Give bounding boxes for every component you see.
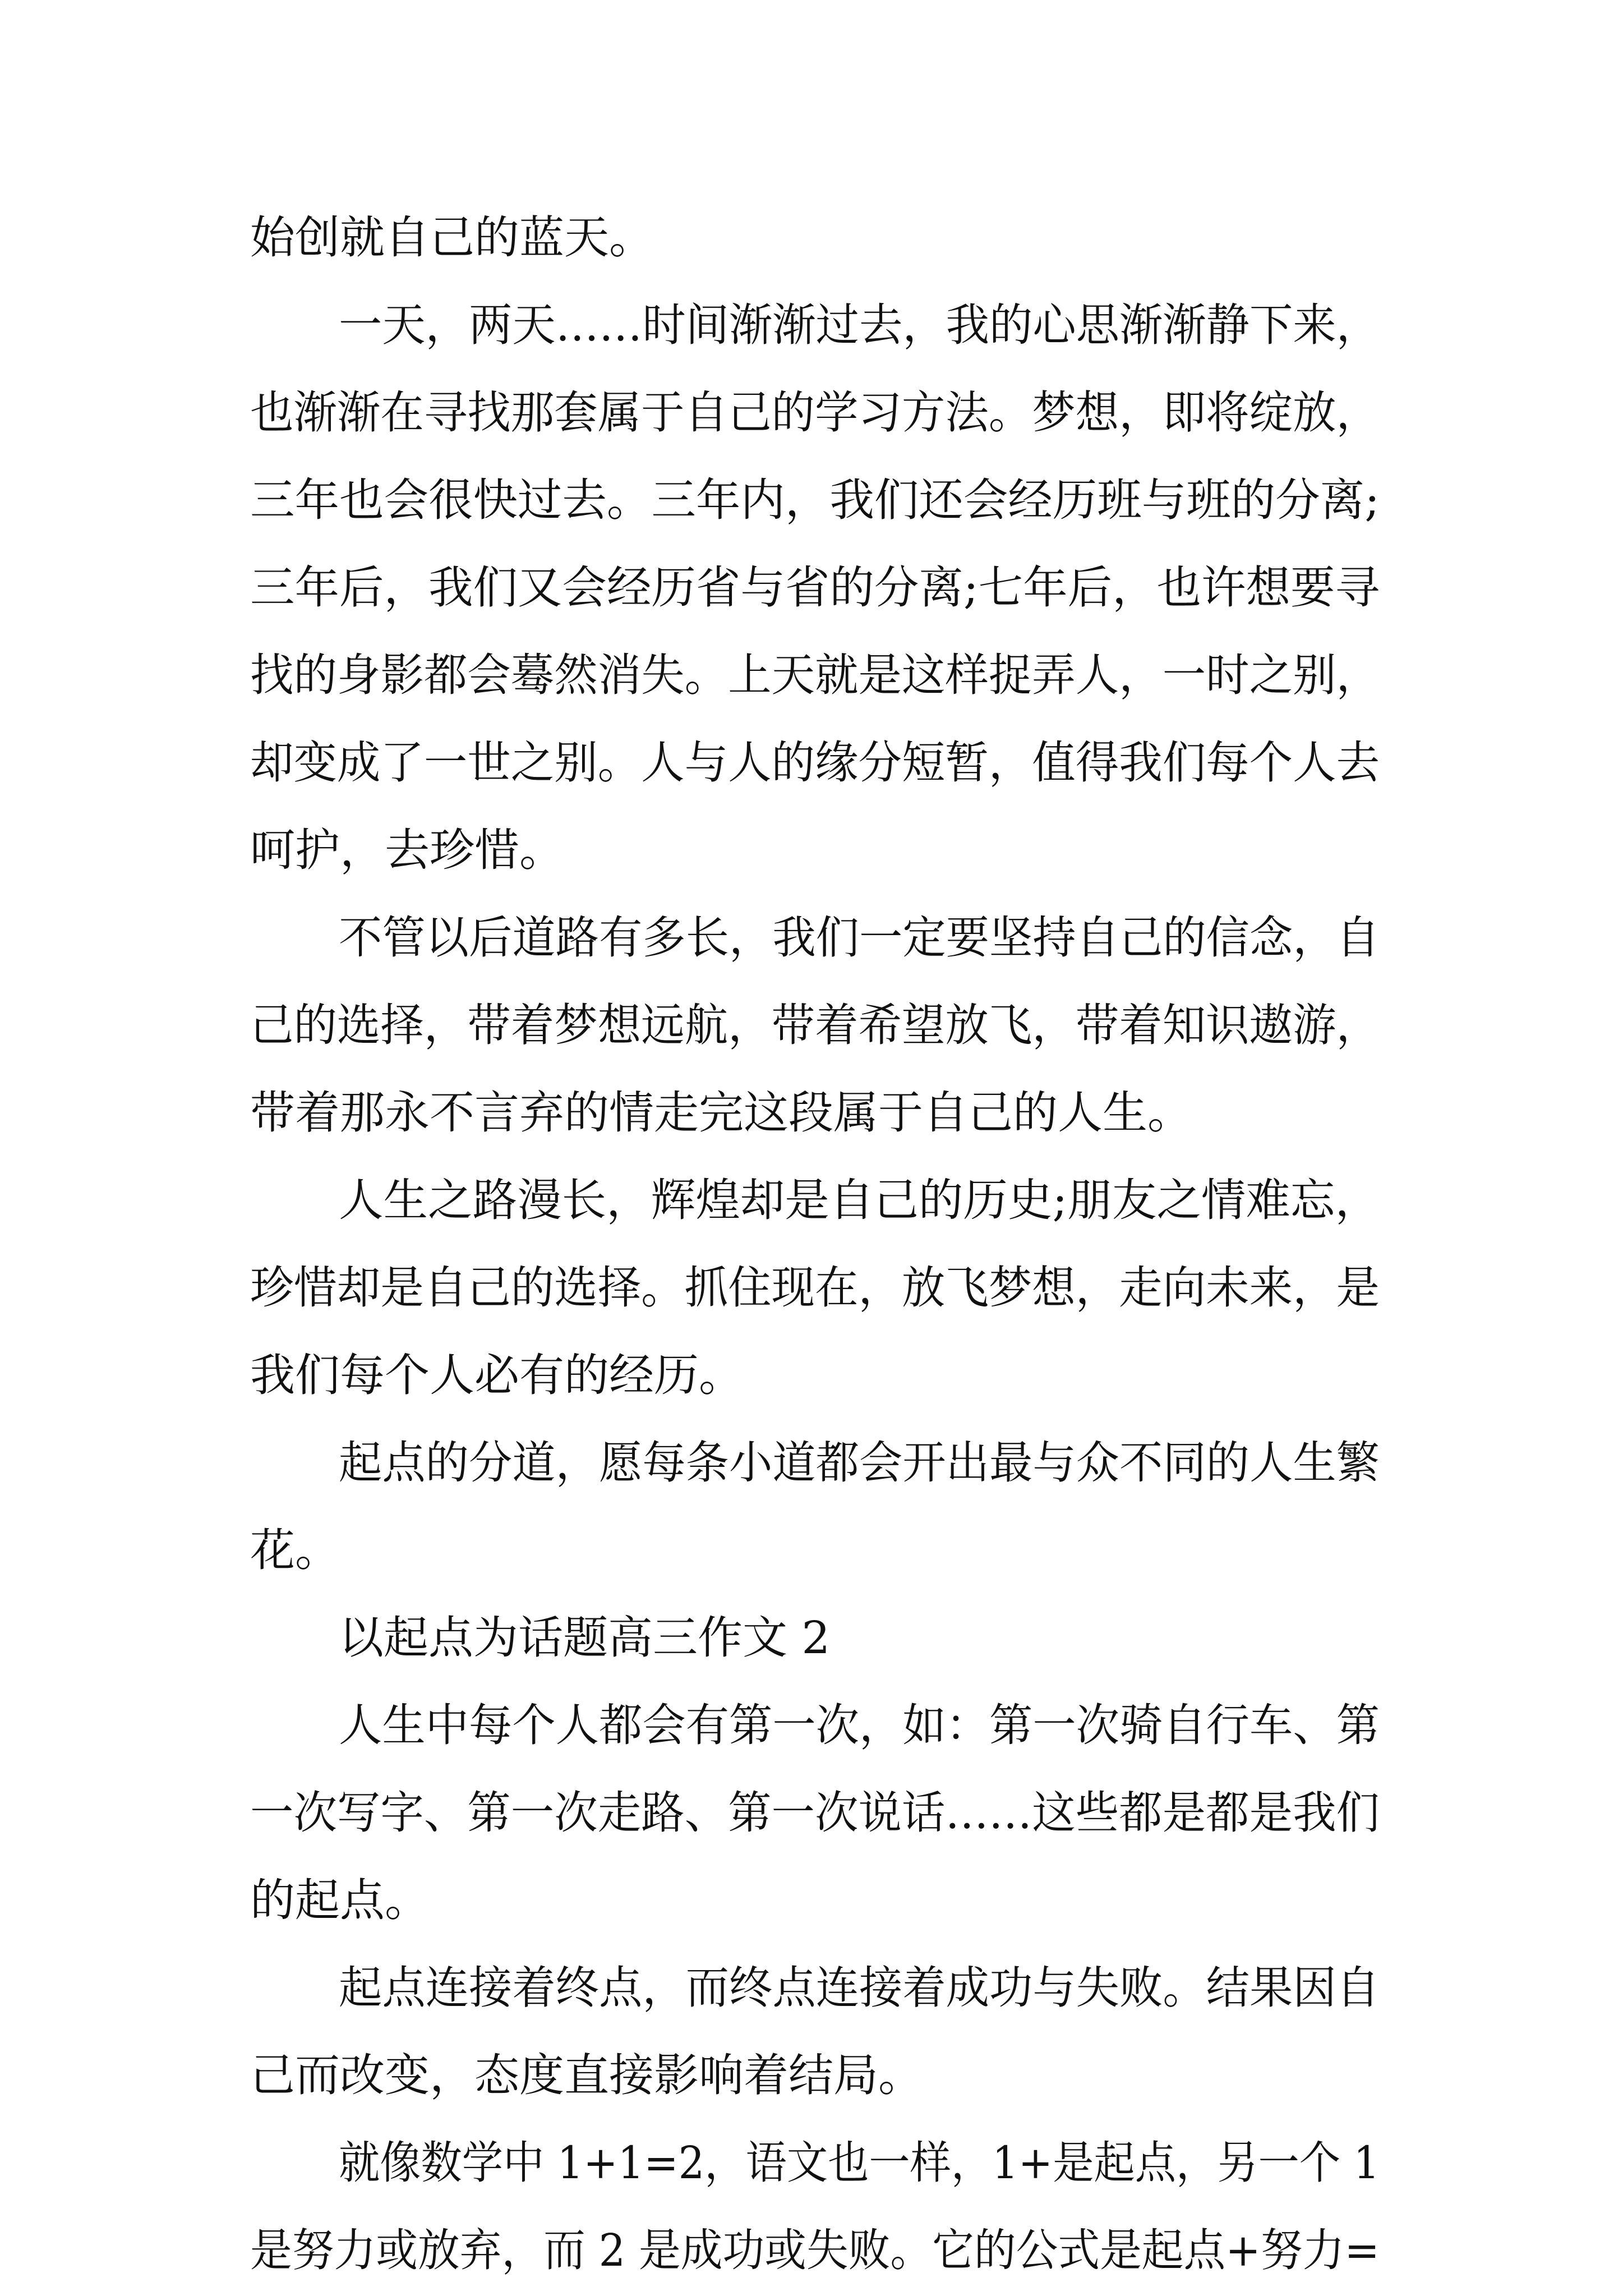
text-line-4 bbox=[0, 461, 1623, 540]
text-line-20 bbox=[0, 1861, 1623, 1940]
text-line-19 bbox=[0, 1774, 1623, 1852]
text-line-24-text: 是努力或放弃，而 2 是成功或失败。它的公式是起点+努力= bbox=[250, 2224, 1380, 2276]
text-line-12-text: 人生之路漫长，辉煌却是自己的历史;朋友之情难忘， bbox=[339, 1174, 1380, 1226]
text-line-6 bbox=[0, 636, 1623, 715]
text-line-8-text: 呵护，去珍惜。 bbox=[250, 824, 564, 876]
text-line-2-text: 一天，两天……时间渐渐过去，我的心思渐渐静下来， bbox=[339, 299, 1380, 351]
text-line-7 bbox=[0, 724, 1623, 802]
text-line-23 bbox=[0, 2124, 1623, 2202]
text-line-16-text: 花。 bbox=[250, 1524, 340, 1576]
text-line-22 bbox=[0, 2036, 1623, 2115]
text-line-1 bbox=[0, 199, 1623, 277]
text-line-10-text: 己的选择，带着梦想远航，带着希望放飞，带着知识遨游， bbox=[250, 999, 1380, 1051]
text-line-16 bbox=[0, 1511, 1623, 1590]
text-line-6-text: 找的身影都会蓦然消失。上天就是这样捉弄人，一时之别， bbox=[250, 649, 1380, 701]
text-line-15 bbox=[0, 1424, 1623, 1502]
text-line-19-text: 一次写字、第一次走路、第一次说话……这些都是都是我们 bbox=[250, 1787, 1380, 1839]
text-line-13-text: 珍惜却是自己的选择。抓住现在，放飞梦想，走向未来，是 bbox=[250, 1262, 1380, 1314]
text-line-24 bbox=[0, 2211, 1623, 2290]
section-heading-text: 以起点为话题高三作文 2 bbox=[339, 1612, 831, 1664]
text-line-13 bbox=[0, 1249, 1623, 1327]
text-line-7-text: 却变成了一世之别。人与人的缘分短暂，值得我们每个人去 bbox=[250, 737, 1380, 789]
text-line-9 bbox=[0, 899, 1623, 977]
text-line-18 bbox=[0, 1686, 1623, 1765]
text-line-14-text: 我们每个人必有的经历。 bbox=[250, 1349, 744, 1401]
text-line-23-text: 就像数学中 1+1=2，语文也一样，1+是起点，另一个 1 bbox=[339, 2137, 1380, 2189]
text-line-10 bbox=[0, 986, 1623, 1065]
text-line-3 bbox=[0, 374, 1623, 452]
text-line-11-text: 带着那永不言弃的情走完这段属于自己的人生。 bbox=[250, 1087, 1192, 1139]
text-line-20-text: 的起点。 bbox=[250, 1874, 430, 1926]
text-line-3-text: 也渐渐在寻找那套属于自己的学习方法。梦想，即将绽放， bbox=[250, 386, 1380, 439]
text-line-8 bbox=[0, 811, 1623, 890]
text-line-5 bbox=[0, 549, 1623, 627]
text-line-22-text: 己而改变，态度直接影响着结局。 bbox=[250, 2049, 923, 2101]
text-line-9-text: 不管以后道路有多长，我们一定要坚持自己的信念，自 bbox=[339, 912, 1380, 964]
text-line-21-text: 起点连接着终点，而终点连接着成功与失败。结果因自 bbox=[339, 1962, 1380, 2014]
text-line-14 bbox=[0, 1336, 1623, 1415]
text-line-18-text: 人生中每个人都会有第一次，如：第一次骑自行车、第 bbox=[339, 1699, 1380, 1751]
text-line-15-text: 起点的分道，愿每条小道都会开出最与众不同的人生繁 bbox=[339, 1437, 1380, 1489]
section-heading bbox=[0, 1599, 1623, 1677]
text-line-1-text: 始创就自己的蓝天。 bbox=[250, 211, 654, 264]
text-line-5-text: 三年后，我们又会经历省与省的分离;七年后，也许想要寻 bbox=[250, 562, 1380, 614]
text-line-4-text: 三年也会很快过去。三年内，我们还会经历班与班的分离; bbox=[250, 474, 1380, 526]
text-line-21 bbox=[0, 1949, 1623, 2027]
text-line-12 bbox=[0, 1161, 1623, 1240]
text-line-11 bbox=[0, 1074, 1623, 1152]
text-line-2 bbox=[0, 286, 1623, 365]
